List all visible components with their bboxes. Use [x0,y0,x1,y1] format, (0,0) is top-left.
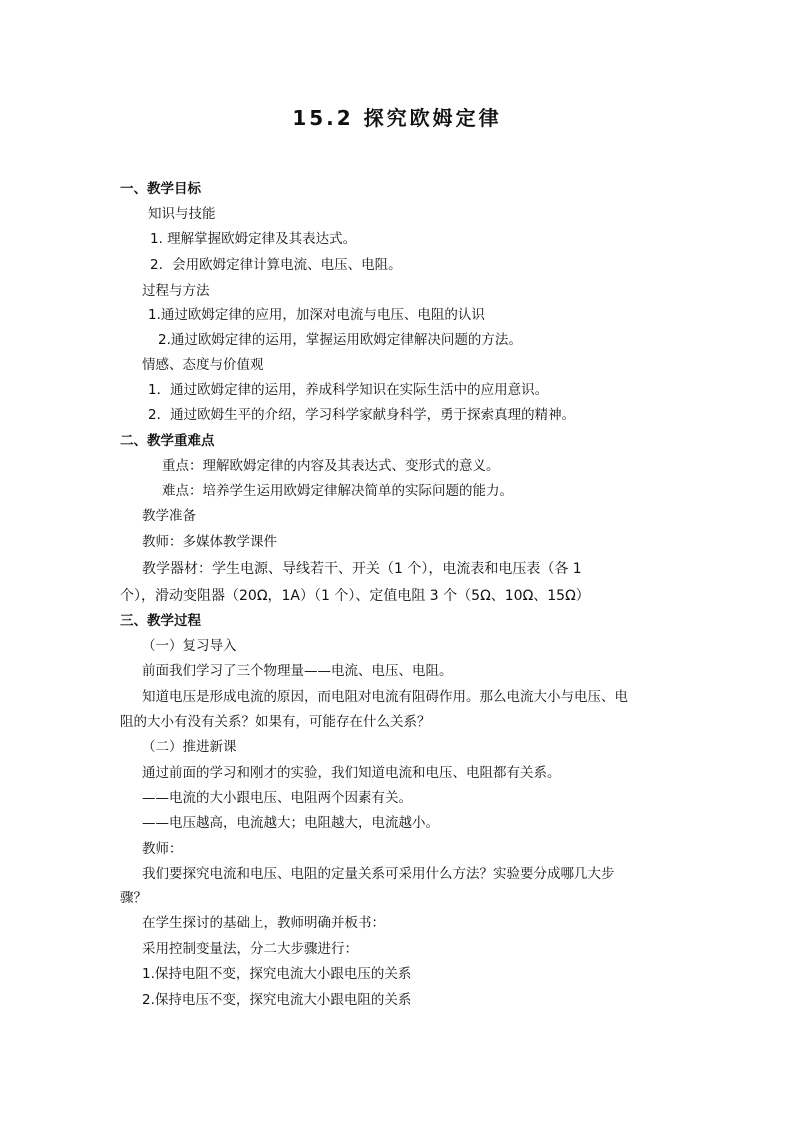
document-title: 15.2 探究欧姆定律 [292,106,502,130]
paragraph-line: 2．通过欧姆生平的介绍，学习科学家献身科学，勇于探索真理的精神。 [148,407,576,423]
paragraph-line: 前面我们学习了三个物理量——电流、电压、电阻。 [142,663,453,679]
section-heading-process: 三、教学过程 [120,613,201,629]
subheading-new-lesson: （二）推进新课 [142,739,237,755]
paragraph-line: 2．会用欧姆定律计算电流、电压、电阻。 [150,257,402,273]
paragraph-line: 1.保持电阻不变，探究电流大小跟电压的关系 [142,966,412,982]
paragraph-line: ——电流的大小跟电压、电阻两个因素有关。 [142,790,412,806]
paragraph-line: 通过前面的学习和刚才的实验，我们知道电流和电压、电阻都有关系。 [142,765,561,781]
paragraph-line: 骤？ [120,890,147,906]
paragraph-line: ——电压越高，电流越大；电阻越大，电流越小。 [142,815,439,831]
paragraph-line: 个），滑动变阻器（20Ω，1A）（1 个）、定值电阻 3 个（5Ω、10Ω、15Ω） [120,588,590,604]
paragraph-line: 1. 理解掌握欧姆定律及其表达式。 [150,231,357,247]
paragraph-line: 2.通过欧姆定律的运用，掌握运用欧姆定律解决问题的方法。 [158,332,522,348]
subheading-process-methods: 过程与方法 [142,283,210,299]
paragraph-line: 2.保持电压不变，探究电流大小跟电阻的关系 [142,992,412,1008]
subheading-review: （一）复习导入 [142,638,237,654]
section-heading-objectives: 一、教学目标 [120,181,201,197]
paragraph-line: 1.通过欧姆定律的应用，加深对电流与电压、电阻的认识 [148,307,485,323]
paragraph-line: 重点：理解欧姆定律的内容及其表达式、变形式的意义。 [162,458,500,474]
paragraph-line: 我们要探究电流和电压、电阻的定量关系可采用什么方法？实验要分成哪几大步 [142,866,615,882]
paragraph-line: 教学器材：学生电源、导线若干、开关（1 个），电流表和电压表（各 1 [142,561,582,577]
paragraph-line: 采用控制变量法，分二大步骤进行： [142,941,358,957]
paragraph-line: 1．通过欧姆定律的运用，养成科学知识在实际生活中的应用意识。 [148,382,549,398]
section-heading-key-points: 二、教学重难点 [120,433,215,449]
paragraph-line: 在学生探讨的基础上，教师明确并板书： [142,915,385,931]
paragraph-line: 知道电压是形成电流的原因，而电阻对电流有阻碍作用。那么电流大小与电压、电 [142,689,628,705]
subheading-preparation: 教学准备 [142,508,196,524]
subheading-emotion-values: 情感、态度与价值观 [142,357,264,373]
paragraph-line: 教师：多媒体教学课件 [142,534,277,550]
paragraph-line: 阻的大小有没有关系？如果有，可能存在什么关系？ [120,714,431,730]
subheading-knowledge-skills: 知识与技能 [148,206,216,222]
paragraph-line: 教师： [142,841,183,857]
paragraph-line: 难点：培养学生运用欧姆定律解决简单的实际问题的能力。 [162,483,513,499]
